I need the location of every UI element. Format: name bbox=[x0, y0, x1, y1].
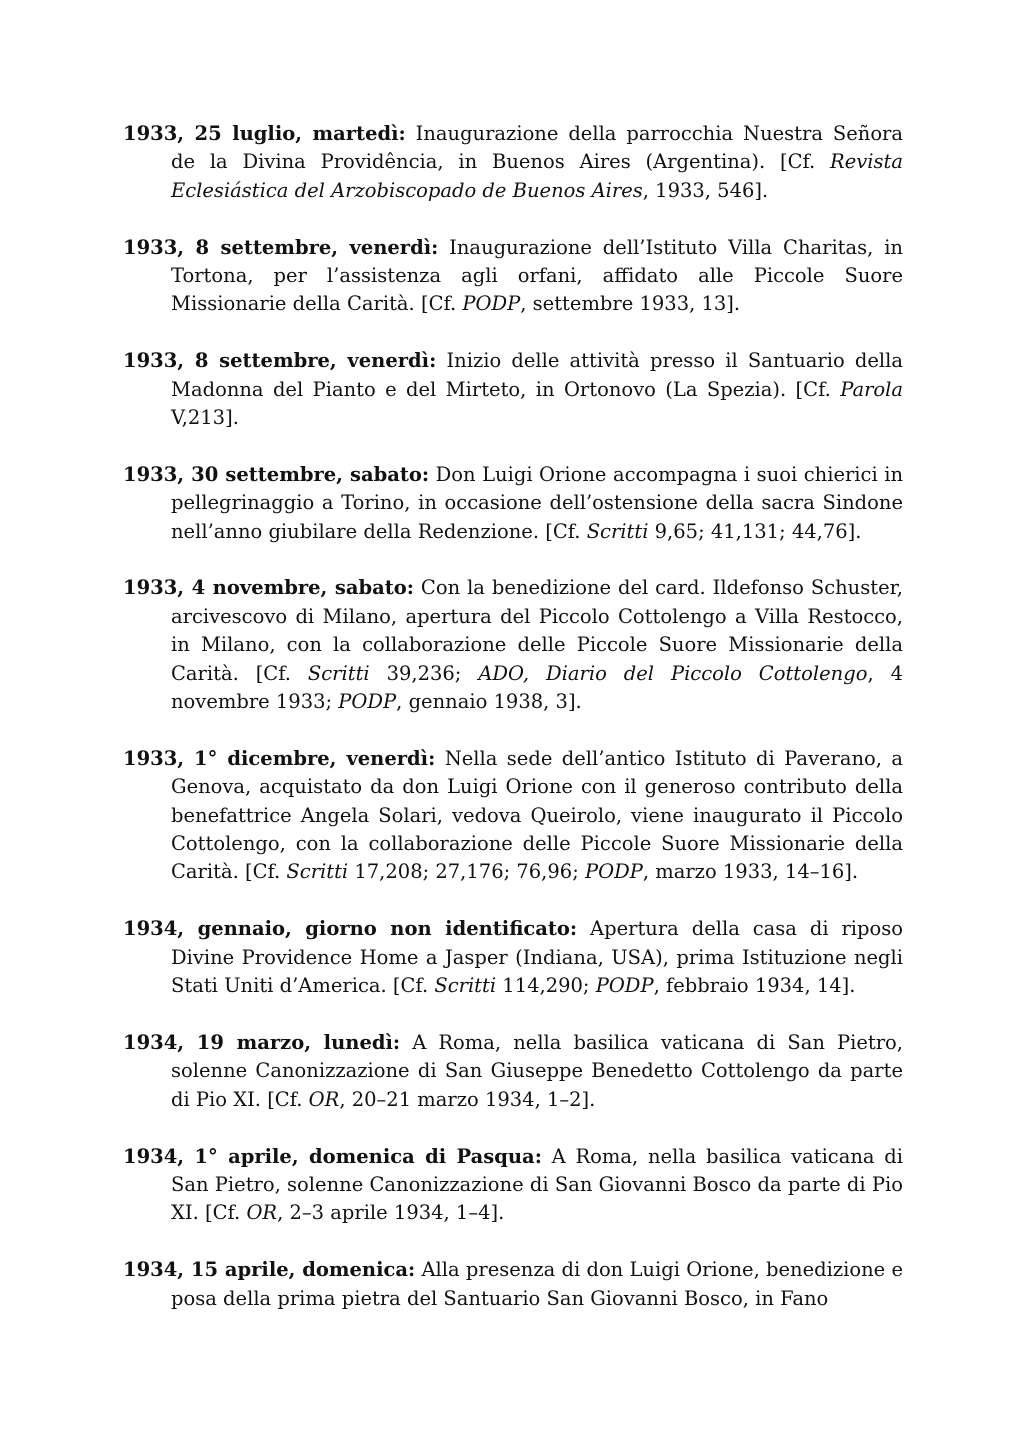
entry-citation-title: Scritti bbox=[586, 519, 649, 543]
entry-date: 1933, 30 settembre, sabato: bbox=[123, 462, 430, 486]
entry-date: 1934, 1° aprile, domenica di Pasqua: bbox=[123, 1144, 542, 1168]
chronology-entry bbox=[123, 1029, 903, 1114]
entry-text: Nella sede dell’antico Istituto di Paverano, a Genova, acquistato da don Luigi Orione con il generoso contributo della benefattrice Angela Solari, vedova Queirolo, viene inaugurato il Piccolo Cottolengo, con la collaborazione delle Piccole Suore Missionarie della Carità. [Cf. bbox=[171, 746, 904, 884]
entry-citation-title: Revista Eclesiástica del Arzobiscopado de Buenos Aires bbox=[171, 150, 903, 202]
entry-text: , 4 novembre 1933; bbox=[171, 661, 903, 714]
chronology-entry bbox=[123, 574, 903, 716]
entry-text: , febbraio 1934, 14]. bbox=[653, 974, 856, 998]
entry-citation-title: OR bbox=[246, 1201, 278, 1225]
chronology-entry bbox=[123, 745, 903, 887]
entry-text: Inizio delle attività presso il Santuario della Madonna del Pianto e del Mirteto, in Ortonovo (La Spezia). [Cf. bbox=[171, 349, 904, 401]
entry-text: V,213]. bbox=[171, 406, 239, 430]
entry-text: Inaugurazione della parrocchia Nuestra Señora de la Divina Providência, in Buenos Aires (Argentina). [Cf. bbox=[171, 122, 904, 174]
entry-text: 17,208; 27,176; 76,96; bbox=[348, 860, 585, 884]
chronology-entry bbox=[123, 915, 903, 1000]
entry-citation-title: PODP bbox=[595, 974, 654, 998]
entry-text: Alla presenza di don Luigi Orione, benedizione e posa della prima pietra del Santuario San Giovanni Bosco, in Fano bbox=[171, 1258, 903, 1310]
chronology-list bbox=[123, 120, 903, 1313]
entry-date: 1934, 19 marzo, lunedì: bbox=[123, 1030, 401, 1054]
entry-date: 1934, gennaio, giorno non identificato: bbox=[123, 917, 578, 941]
chronology-entry bbox=[123, 461, 903, 546]
chronology-entry bbox=[123, 347, 903, 432]
entry-text: 39,236; bbox=[369, 661, 479, 685]
entry-text: , 20–21 marzo 1934, 1–2]. bbox=[339, 1087, 596, 1111]
entry-citation-title: ADO, Diario del Piccolo Cottolengo bbox=[478, 661, 868, 685]
document-page bbox=[123, 120, 903, 1341]
entry-citation-title: Parola bbox=[840, 377, 903, 401]
entry-date: 1933, 1° dicembre, venerdì: bbox=[123, 746, 436, 770]
entry-date: 1933, 25 luglio, martedì: bbox=[123, 122, 406, 145]
entry-text: Apertura della casa di riposo Divine Providence Home a Jasper (Indiana, USA), prima Istituzione negli Stati Uniti d’America. [Cf. bbox=[171, 917, 904, 998]
entry-citation-title: OR bbox=[308, 1087, 340, 1111]
chronology-entry bbox=[123, 1143, 903, 1228]
entry-citation-title: Scritti bbox=[434, 974, 497, 998]
entry-date: 1933, 8 settembre, venerdì: bbox=[123, 349, 437, 373]
entry-text: 9,65; 41,131; 44,76]. bbox=[648, 519, 862, 543]
entry-text: , 2–3 aprile 1934, 1–4]. bbox=[277, 1201, 505, 1225]
entry-citation-title: PODP bbox=[584, 860, 643, 884]
entry-date: 1934, 15 aprile, domenica: bbox=[123, 1258, 416, 1282]
entry-text: A Roma, nella basilica vaticana di San Pietro, solenne Canonizzazione di San Giovanni Bosco da parte di Pio XI. [Cf. bbox=[171, 1144, 904, 1225]
entry-text: Inaugurazione dell’Istituto Villa Charitas, in Tortona, per l’assistenza agli orfani, affidato alle Piccole Suore Missionarie della Carità. [Cf. bbox=[171, 235, 903, 316]
entry-text: , marzo 1933, 14–16]. bbox=[642, 860, 859, 884]
chronology-entry bbox=[123, 1256, 903, 1313]
entry-text: Don Luigi Orione accompagna i suoi chierici in pellegrinaggio a Torino, in occasione dell’ostensione della sacra Sindone nell’anno giubilare della Redenzione. [Cf. bbox=[171, 462, 904, 543]
entry-text: , 1933, 546]. bbox=[642, 178, 769, 202]
entry-text: , settembre 1933, 13]. bbox=[520, 292, 741, 316]
chronology-entry bbox=[123, 234, 903, 319]
entry-citation-title: PODP bbox=[462, 292, 521, 316]
entry-citation-title: Scritti bbox=[286, 860, 349, 884]
entry-date: 1933, 8 settembre, venerdì: bbox=[123, 235, 439, 259]
entry-date: 1933, 4 novembre, sabato: bbox=[123, 576, 414, 600]
entry-text: Con la benedizione del card. Ildefonso Schuster, arcivescovo di Milano, apertura del Piccolo Cottolengo a Villa Restocco, in Milano, con la collaborazione delle Piccole Suore Missionarie della Carità. [Cf. bbox=[171, 576, 903, 685]
chronology-entry bbox=[123, 120, 903, 205]
entry-text: A Roma, nella basilica vaticana di San Pietro, solenne Canonizzazione di San Giuseppe Benedetto Cottolengo da parte di Pio XI. [Cf. bbox=[171, 1030, 903, 1111]
entry-text: 114,290; bbox=[496, 974, 596, 998]
entry-text: , gennaio 1938, 3]. bbox=[396, 690, 582, 714]
entry-citation-title: PODP bbox=[338, 690, 397, 714]
entry-citation-title: Scritti bbox=[307, 661, 370, 685]
